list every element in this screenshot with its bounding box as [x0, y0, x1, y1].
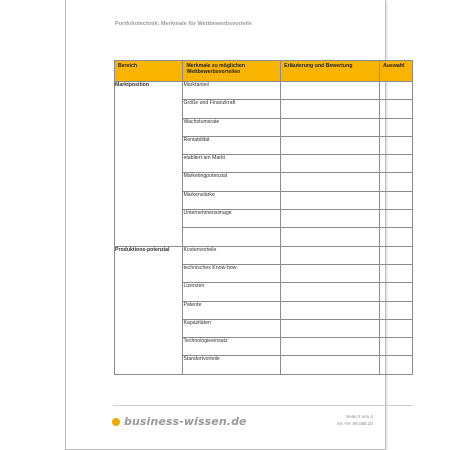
erlaeuterung-cell[interactable] — [281, 210, 380, 228]
page-info — [337, 413, 373, 427]
column-header-erlaeuterung: Erläuterung und Bewertung — [281, 61, 380, 82]
merkmal-cell: Unternehmensimage — [183, 210, 281, 228]
auswahl-cell[interactable] — [380, 100, 413, 118]
auswahl-cell[interactable] — [380, 319, 413, 337]
erlaeuterung-cell[interactable] — [281, 228, 380, 246]
column-header-bereich: Bereich — [115, 61, 183, 82]
erlaeuterung-cell[interactable] — [281, 338, 380, 356]
document-page — [65, 0, 405, 450]
erlaeuterung-cell[interactable] — [281, 301, 380, 319]
auswahl-cell[interactable] — [380, 173, 413, 191]
erlaeuterung-cell[interactable] — [281, 264, 380, 282]
document-title: Portfoliotechnik: Merkmale für Wettbewerbsvorteile — [115, 21, 252, 27]
auswahl-cell[interactable] — [380, 264, 413, 282]
features-table — [114, 60, 413, 375]
erlaeuterung-cell[interactable] — [281, 319, 380, 337]
merkmal-cell: technisches Know-how — [183, 264, 281, 282]
erlaeuterung-cell[interactable] — [281, 246, 380, 264]
auswahl-cell[interactable] — [380, 246, 413, 264]
article-number: Art.-Nr. 99.058.20 — [336, 421, 373, 427]
merkmal-cell: Lizenzen — [183, 283, 281, 301]
merkmal-cell: Standortvorteile — [183, 356, 281, 374]
merkmal-cell: etabliert am Markt — [183, 155, 281, 173]
page-number: Seite 2 von 4 — [346, 414, 373, 419]
erlaeuterung-cell[interactable] — [281, 82, 380, 100]
business-wissen-logo — [112, 415, 247, 428]
logo-text: business-wissen.de — [124, 415, 247, 428]
erlaeuterung-cell[interactable] — [281, 100, 380, 118]
merkmal-cell: Kapazitäten — [183, 319, 281, 337]
erlaeuterung-cell[interactable] — [281, 155, 380, 173]
logo-dot-icon — [112, 418, 120, 426]
auswahl-cell[interactable] — [380, 118, 413, 136]
table-row — [115, 246, 413, 264]
merkmal-cell: Technologieeinsatz — [183, 338, 281, 356]
merkmal-cell: Kostenvorteile — [183, 246, 281, 264]
merkmal-cell: Markenstärke — [183, 191, 281, 209]
auswahl-cell[interactable] — [380, 155, 413, 173]
column-header-auswahl: Auswahl — [380, 61, 413, 82]
auswahl-cell[interactable] — [380, 210, 413, 228]
erlaeuterung-cell[interactable] — [281, 118, 380, 136]
erlaeuterung-cell[interactable] — [281, 283, 380, 301]
merkmal-cell: Marketingpotenzial — [183, 173, 281, 191]
merkmal-cell: Wachstumsrate — [183, 118, 281, 136]
merkmal-cell: Marktanteil — [183, 82, 281, 100]
table-row — [115, 82, 413, 100]
table-body — [115, 82, 413, 375]
merkmal-cell: Rentabilität — [183, 136, 281, 154]
auswahl-cell[interactable] — [380, 136, 413, 154]
auswahl-cell[interactable] — [380, 356, 413, 374]
erlaeuterung-cell[interactable] — [281, 136, 380, 154]
merkmal-cell — [183, 228, 281, 246]
erlaeuterung-cell[interactable] — [281, 356, 380, 374]
erlaeuterung-cell[interactable] — [281, 173, 380, 191]
bereich-cell: Produktions-potenzial — [115, 246, 183, 374]
auswahl-cell[interactable] — [380, 82, 413, 100]
auswahl-cell[interactable] — [380, 283, 413, 301]
footer-divider — [113, 405, 413, 406]
merkmal-cell: Patente — [183, 301, 281, 319]
auswahl-cell[interactable] — [380, 301, 413, 319]
merkmal-cell: Größe und Finanzkraft — [183, 100, 281, 118]
table-header-row — [115, 61, 413, 82]
auswahl-cell[interactable] — [380, 191, 413, 209]
erlaeuterung-cell[interactable] — [281, 191, 380, 209]
column-header-merkmale: Merkmale zu möglichen Wettbewerbsvorteilen — [183, 61, 281, 82]
auswahl-cell[interactable] — [380, 338, 413, 356]
auswahl-cell[interactable] — [380, 228, 413, 246]
bereich-cell: Marktposition — [115, 82, 183, 247]
